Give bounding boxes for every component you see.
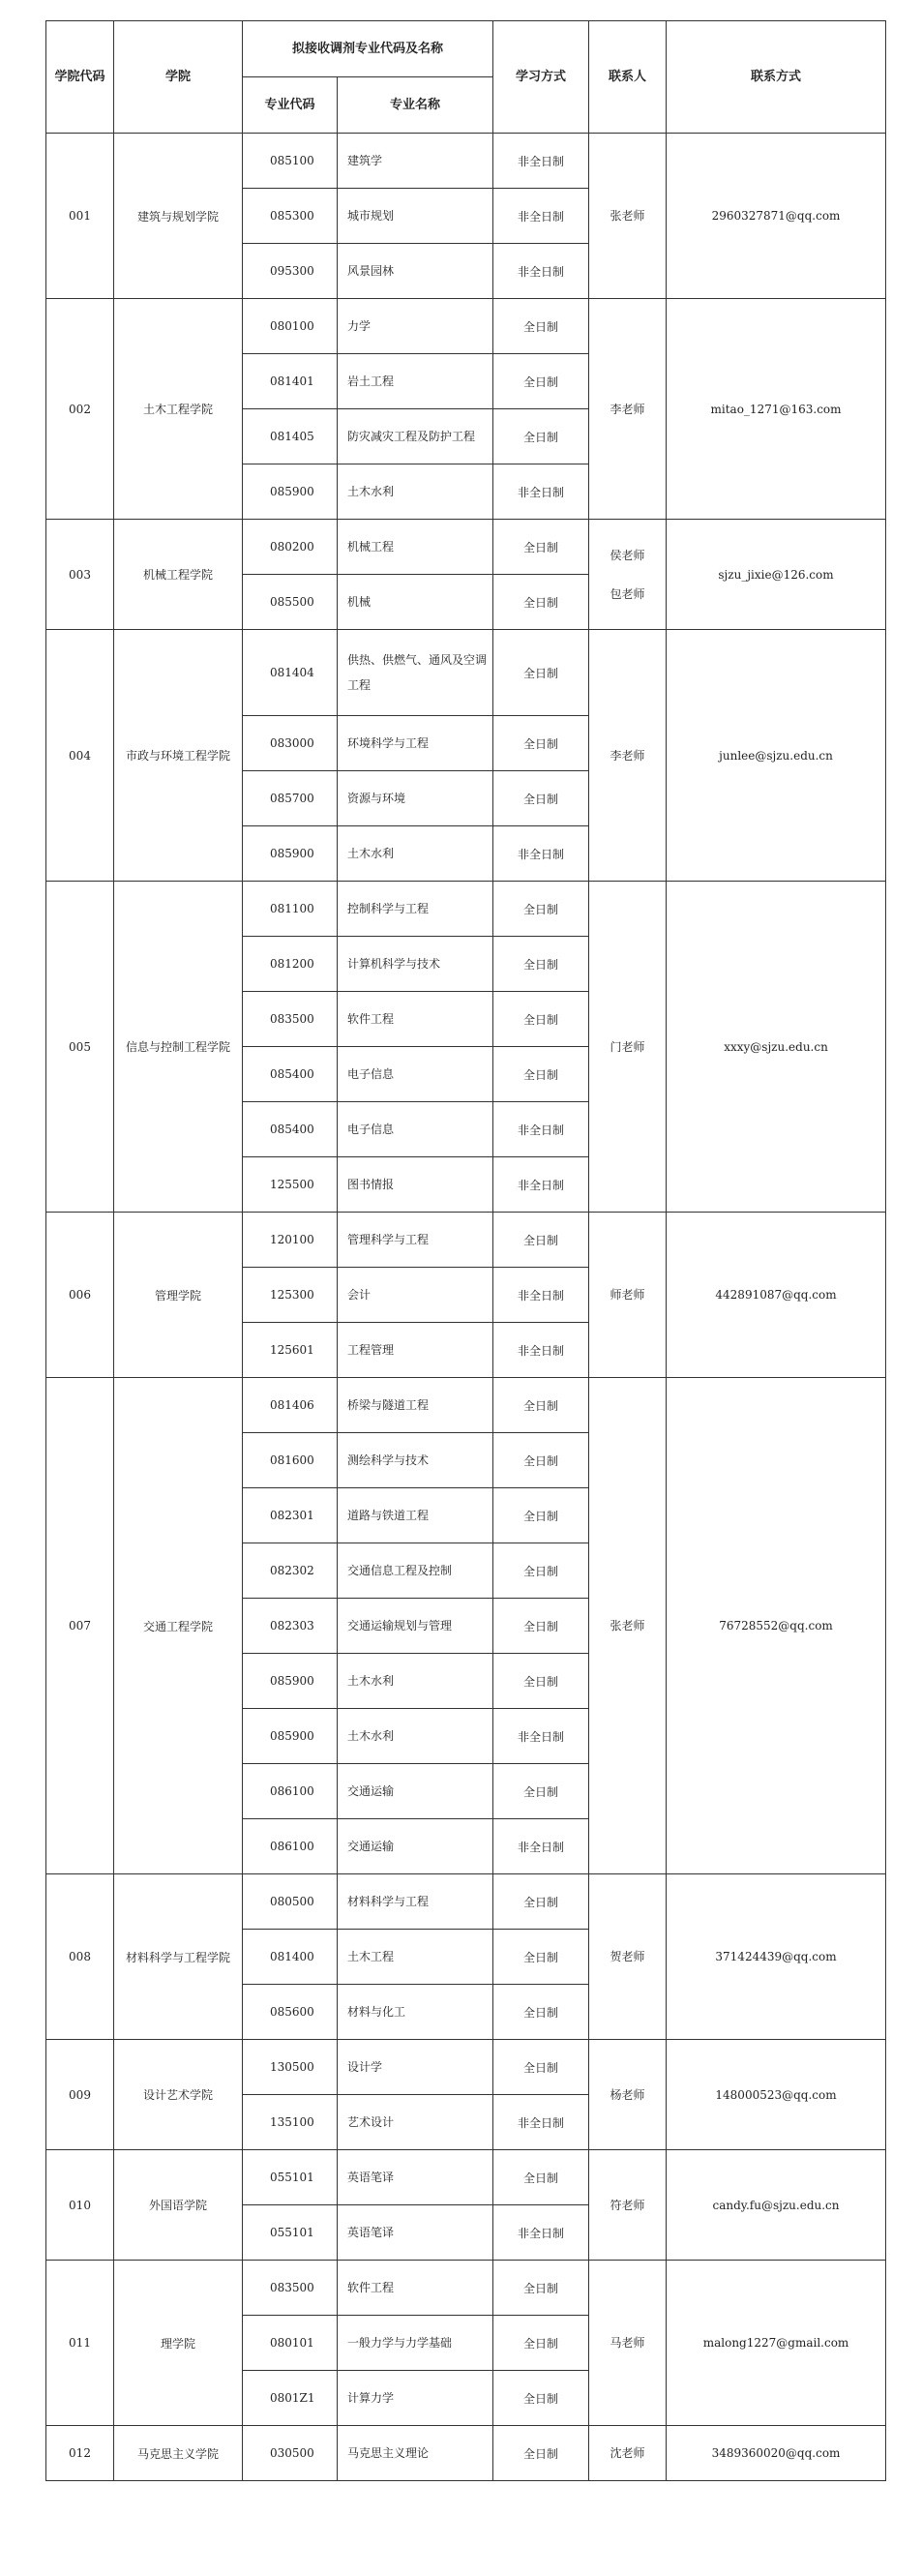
major-name-cell: 资源与环境 <box>338 771 493 826</box>
study-mode-cell: 非全日制 <box>493 826 589 882</box>
contact-person-name: 杨老师 <box>610 2087 645 2102</box>
college-code-cell: 005 <box>46 882 114 1213</box>
major-code-cell: 081200 <box>243 937 338 992</box>
major-code-cell: 080500 <box>243 1874 338 1930</box>
college-name-cell: 材料科学与工程学院 <box>114 1874 243 2040</box>
header-major-group: 拟接收调剂专业代码及名称 <box>243 21 493 77</box>
contact-email-cell: malong1227@gmail.com <box>667 2261 886 2426</box>
study-mode-cell: 全日制 <box>493 1599 589 1654</box>
major-name-cell: 道路与铁道工程 <box>338 1488 493 1543</box>
major-code-cell: 055101 <box>243 2150 338 2205</box>
contact-email-cell: 2960327871@qq.com <box>667 134 886 299</box>
college-name-cell: 设计艺术学院 <box>114 2040 243 2150</box>
major-name-cell: 力学 <box>338 299 493 354</box>
contact-person-name: 沈老师 <box>610 2446 645 2460</box>
major-name-cell: 材料科学与工程 <box>338 1874 493 1930</box>
college-name-cell: 理学院 <box>114 2261 243 2426</box>
study-mode-cell: 非全日制 <box>493 1157 589 1213</box>
major-code-cell: 085400 <box>243 1102 338 1157</box>
major-code-cell: 083000 <box>243 716 338 771</box>
study-mode-cell: 全日制 <box>493 771 589 826</box>
college-code-cell: 001 <box>46 134 114 299</box>
contact-person-name: 门老师 <box>610 1039 645 1054</box>
major-code-cell: 081405 <box>243 409 338 464</box>
study-mode-cell: 全日制 <box>493 992 589 1047</box>
contact-person-name: 贺老师 <box>610 1950 645 1963</box>
major-name-cell: 土木水利 <box>338 826 493 882</box>
college-code-cell: 003 <box>46 520 114 630</box>
table-row <box>46 134 886 189</box>
major-code-cell: 135100 <box>243 2095 338 2150</box>
study-mode-cell: 全日制 <box>493 2426 589 2481</box>
college-code-cell: 010 <box>46 2150 114 2261</box>
major-name-cell: 材料与化工 <box>338 1985 493 2040</box>
major-code-cell: 081400 <box>243 1930 338 1985</box>
header-contact-info: 联系方式 <box>667 21 886 134</box>
major-name-cell: 风景园林 <box>338 244 493 299</box>
study-mode-cell: 全日制 <box>493 1213 589 1268</box>
study-mode-cell: 非全日制 <box>493 189 589 244</box>
table-row <box>46 1378 886 1433</box>
major-name-cell: 防灾减灾工程及防护工程 <box>338 409 493 464</box>
college-name-cell: 机械工程学院 <box>114 520 243 630</box>
major-code-cell: 085300 <box>243 189 338 244</box>
study-mode-cell: 全日制 <box>493 1764 589 1819</box>
major-name-cell: 一般力学与力学基础 <box>338 2316 493 2371</box>
major-code-cell: 055101 <box>243 2205 338 2261</box>
major-name-cell: 岩土工程 <box>338 354 493 409</box>
major-code-cell: 120100 <box>243 1213 338 1268</box>
major-code-cell: 081404 <box>243 630 338 716</box>
college-code-cell: 009 <box>46 2040 114 2150</box>
major-name-cell: 计算力学 <box>338 2371 493 2426</box>
major-name-cell: 电子信息 <box>338 1102 493 1157</box>
contact-email-cell: xxxy@sjzu.edu.cn <box>667 882 886 1213</box>
major-code-cell: 081401 <box>243 354 338 409</box>
college-name-cell: 建筑与规划学院 <box>114 134 243 299</box>
major-name-cell: 控制科学与工程 <box>338 882 493 937</box>
major-name-cell: 计算机科学与技术 <box>338 937 493 992</box>
major-code-cell: 085500 <box>243 575 338 630</box>
major-code-cell: 086100 <box>243 1819 338 1874</box>
contact-person-name: 师老师 <box>610 1288 645 1302</box>
enrollment-table <box>45 20 886 2481</box>
major-code-cell: 085700 <box>243 771 338 826</box>
college-code-cell: 008 <box>46 1874 114 2040</box>
major-code-cell: 081406 <box>243 1378 338 1433</box>
college-code-cell: 006 <box>46 1213 114 1378</box>
study-mode-cell: 非全日制 <box>493 2205 589 2261</box>
contact-person-name: 包老师 <box>610 586 645 601</box>
major-name-cell: 设计学 <box>338 2040 493 2095</box>
major-name-cell: 软件工程 <box>338 2261 493 2316</box>
study-mode-cell: 全日制 <box>493 1874 589 1930</box>
header-study-mode: 学习方式 <box>493 21 589 134</box>
study-mode-cell: 非全日制 <box>493 2095 589 2150</box>
contact-email-cell: 76728552@qq.com <box>667 1378 886 1874</box>
study-mode-cell: 全日制 <box>493 2316 589 2371</box>
contact-email-cell: 148000523@qq.com <box>667 2040 886 2150</box>
study-mode-cell: 全日制 <box>493 937 589 992</box>
major-name-cell: 土木水利 <box>338 1654 493 1709</box>
major-code-cell: 085900 <box>243 464 338 520</box>
contact-person-name: 符老师 <box>610 2198 645 2212</box>
contact-person-name: 张老师 <box>610 1619 645 1632</box>
study-mode-cell: 非全日制 <box>493 1102 589 1157</box>
contact-person-name: 侯老师 <box>610 548 645 562</box>
study-mode-cell: 全日制 <box>493 354 589 409</box>
college-name-cell: 管理学院 <box>114 1213 243 1378</box>
major-name-cell: 桥梁与隧道工程 <box>338 1378 493 1433</box>
major-code-cell: 080101 <box>243 2316 338 2371</box>
major-code-cell: 085600 <box>243 1985 338 2040</box>
major-code-cell: 080200 <box>243 520 338 575</box>
contact-person-cell <box>589 2261 667 2426</box>
contact-person-name: 李老师 <box>610 748 645 763</box>
major-code-cell: 082302 <box>243 1543 338 1599</box>
contact-person-cell <box>589 1213 667 1378</box>
major-code-cell: 081600 <box>243 1433 338 1488</box>
college-name-cell: 外国语学院 <box>114 2150 243 2261</box>
study-mode-cell: 全日制 <box>493 630 589 716</box>
major-name-cell: 土木水利 <box>338 464 493 520</box>
contact-person-name: 张老师 <box>610 209 645 223</box>
study-mode-cell: 全日制 <box>493 1654 589 1709</box>
study-mode-cell: 全日制 <box>493 1047 589 1102</box>
college-name-cell: 市政与环境工程学院 <box>114 630 243 882</box>
major-code-cell: 085900 <box>243 1709 338 1764</box>
contact-person-cell <box>589 630 667 882</box>
study-mode-cell: 非全日制 <box>493 1323 589 1378</box>
major-code-cell: 130500 <box>243 2040 338 2095</box>
table-row <box>46 2261 886 2316</box>
contact-email-cell: 371424439@qq.com <box>667 1874 886 2040</box>
contact-email-cell: sjzu_jixie@126.com <box>667 520 886 630</box>
study-mode-cell: 全日制 <box>493 2261 589 2316</box>
table-row <box>46 1213 886 1268</box>
table-row <box>46 2426 886 2481</box>
major-name-cell: 城市规划 <box>338 189 493 244</box>
major-name-cell: 马克思主义理论 <box>338 2426 493 2481</box>
contact-person-cell <box>589 134 667 299</box>
major-code-cell: 125300 <box>243 1268 338 1323</box>
major-name-cell: 供热、供燃气、通风及空调工程 <box>338 630 493 716</box>
major-code-cell: 080100 <box>243 299 338 354</box>
college-name-cell: 土木工程学院 <box>114 299 243 520</box>
study-mode-cell: 全日制 <box>493 1985 589 2040</box>
contact-person-cell <box>589 882 667 1213</box>
table-row <box>46 520 886 575</box>
table-row <box>46 630 886 716</box>
major-name-cell: 交通运输规划与管理 <box>338 1599 493 1654</box>
header-major-name: 专业名称 <box>338 77 493 134</box>
major-code-cell: 086100 <box>243 1764 338 1819</box>
table-row <box>46 1874 886 1930</box>
study-mode-cell: 全日制 <box>493 716 589 771</box>
study-mode-cell: 全日制 <box>493 1930 589 1985</box>
table-row <box>46 299 886 354</box>
college-name-cell: 交通工程学院 <box>114 1378 243 1874</box>
study-mode-cell: 全日制 <box>493 1433 589 1488</box>
study-mode-cell: 非全日制 <box>493 464 589 520</box>
college-code-cell: 002 <box>46 299 114 520</box>
contact-person-cell <box>589 520 667 630</box>
contact-person-cell <box>589 299 667 520</box>
major-name-cell: 土木水利 <box>338 1709 493 1764</box>
study-mode-cell: 非全日制 <box>493 1709 589 1764</box>
study-mode-cell: 全日制 <box>493 2150 589 2205</box>
study-mode-cell: 全日制 <box>493 1378 589 1433</box>
header-college-code: 学院代码 <box>46 21 114 134</box>
major-code-cell: 085900 <box>243 826 338 882</box>
college-code-cell: 004 <box>46 630 114 882</box>
header-college: 学院 <box>114 21 243 134</box>
major-name-cell: 工程管理 <box>338 1323 493 1378</box>
contact-person-cell <box>589 2040 667 2150</box>
major-code-cell: 083500 <box>243 2261 338 2316</box>
major-name-cell: 建筑学 <box>338 134 493 189</box>
major-code-cell: 083500 <box>243 992 338 1047</box>
study-mode-cell: 非全日制 <box>493 134 589 189</box>
contact-email-cell: mitao_1271@163.com <box>667 299 886 520</box>
major-name-cell: 图书情报 <box>338 1157 493 1213</box>
major-code-cell: 125601 <box>243 1323 338 1378</box>
major-code-cell: 082301 <box>243 1488 338 1543</box>
study-mode-cell: 全日制 <box>493 299 589 354</box>
major-code-cell: 030500 <box>243 2426 338 2481</box>
major-name-cell: 交通运输 <box>338 1764 493 1819</box>
college-code-cell: 012 <box>46 2426 114 2481</box>
table-row <box>46 2040 886 2095</box>
major-name-cell: 英语笔译 <box>338 2150 493 2205</box>
study-mode-cell: 全日制 <box>493 1543 589 1599</box>
study-mode-cell: 非全日制 <box>493 1268 589 1323</box>
college-name-cell: 马克思主义学院 <box>114 2426 243 2481</box>
table-row <box>46 882 886 937</box>
major-code-cell: 0801Z1 <box>243 2371 338 2426</box>
contact-person-cell <box>589 2150 667 2261</box>
major-name-cell: 机械工程 <box>338 520 493 575</box>
contact-email-cell: candy.fu@sjzu.edu.cn <box>667 2150 886 2261</box>
contact-email-cell: 3489360020@qq.com <box>667 2426 886 2481</box>
contact-email-cell: junlee@sjzu.edu.cn <box>667 630 886 882</box>
study-mode-cell: 全日制 <box>493 2371 589 2426</box>
contact-person-cell <box>589 2426 667 2481</box>
study-mode-cell: 非全日制 <box>493 244 589 299</box>
college-name-cell: 信息与控制工程学院 <box>114 882 243 1213</box>
study-mode-cell: 全日制 <box>493 520 589 575</box>
table-body <box>46 134 886 2481</box>
major-code-cell: 085400 <box>243 1047 338 1102</box>
contact-person-cell <box>589 1378 667 1874</box>
major-name-cell: 环境科学与工程 <box>338 716 493 771</box>
study-mode-cell: 全日制 <box>493 882 589 937</box>
college-code-cell: 011 <box>46 2261 114 2426</box>
major-code-cell: 125500 <box>243 1157 338 1213</box>
major-name-cell: 软件工程 <box>338 992 493 1047</box>
contact-person-name: 马老师 <box>610 2336 645 2350</box>
major-name-cell: 土木工程 <box>338 1930 493 1985</box>
header-contact: 联系人 <box>589 21 667 134</box>
major-name-cell: 会计 <box>338 1268 493 1323</box>
major-name-cell: 管理科学与工程 <box>338 1213 493 1268</box>
study-mode-cell: 全日制 <box>493 409 589 464</box>
major-name-cell: 艺术设计 <box>338 2095 493 2150</box>
study-mode-cell: 全日制 <box>493 575 589 630</box>
major-name-cell: 机械 <box>338 575 493 630</box>
contact-person-name: 李老师 <box>610 402 645 416</box>
major-code-cell: 095300 <box>243 244 338 299</box>
study-mode-cell: 非全日制 <box>493 1819 589 1874</box>
major-name-cell: 交通信息工程及控制 <box>338 1543 493 1599</box>
study-mode-cell: 全日制 <box>493 2040 589 2095</box>
header-major-code: 专业代码 <box>243 77 338 134</box>
table-row <box>46 2150 886 2205</box>
major-name-cell: 交通运输 <box>338 1819 493 1874</box>
college-code-cell: 007 <box>46 1378 114 1874</box>
contact-person-cell <box>589 1874 667 2040</box>
contact-email-cell: 442891087@qq.com <box>667 1213 886 1378</box>
major-code-cell: 081100 <box>243 882 338 937</box>
major-name-cell: 测绘科学与技术 <box>338 1433 493 1488</box>
study-mode-cell: 全日制 <box>493 1488 589 1543</box>
major-code-cell: 085900 <box>243 1654 338 1709</box>
major-name-cell: 英语笔译 <box>338 2205 493 2261</box>
major-name-cell: 电子信息 <box>338 1047 493 1102</box>
major-code-cell: 085100 <box>243 134 338 189</box>
major-code-cell: 082303 <box>243 1599 338 1654</box>
